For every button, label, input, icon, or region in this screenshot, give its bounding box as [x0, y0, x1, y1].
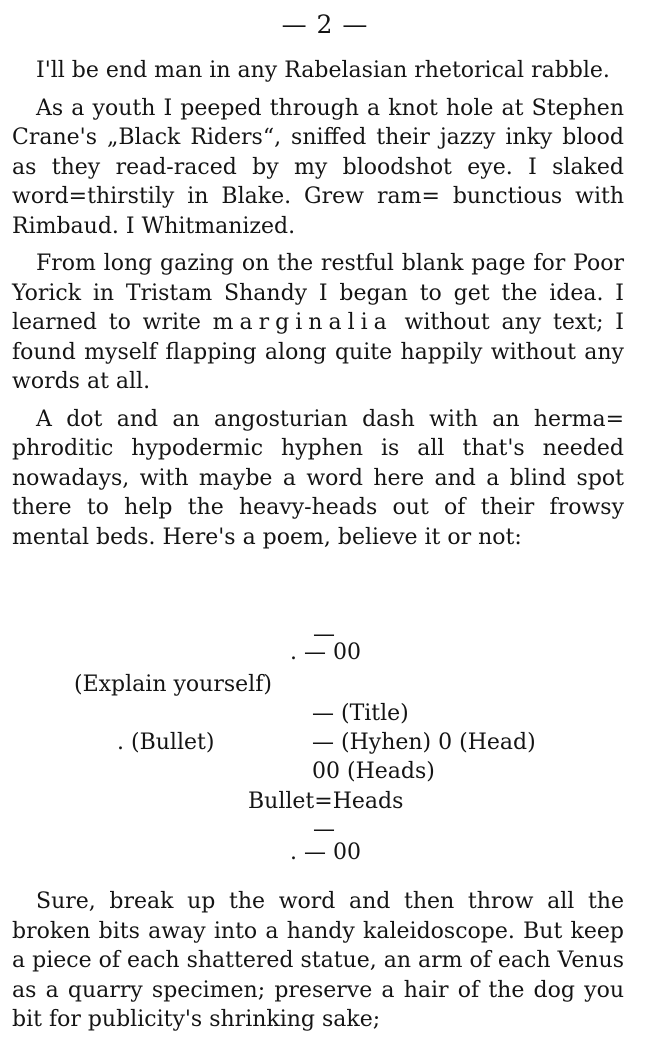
poem: [0, 620, 650, 880]
paragraph-dot-and-dash: A dot and an angosturian dash with an herma= phroditic hypodermic hyphen is all that's needed nowadays, with maybe a word here and a blind spot there to help the heavy-heads out of their frowsy mental beds. Here's a poem, believe it or not:: [12, 406, 624, 550]
paragraph-poor-yorick-start: From long gazing on the restful blank page for Poor Yorick in Tristam Shandy I began to get the idea. I learned to write: [12, 251, 624, 335]
poem-line-dot-dash-00-last: . — 00: [290, 840, 361, 865]
poem-line-heads: 00 (Heads): [312, 759, 435, 784]
poem-line-bullet-heads: Bullet=Heads: [248, 789, 404, 814]
paragraph-poor-yorick: [12, 249, 624, 397]
spaced-word-marginalia: marginalia: [212, 310, 393, 335]
poem-line-mid-dash: —: [313, 817, 335, 842]
body-text: [12, 56, 624, 560]
poem-line-dot-dash-00-first: . — 00: [290, 640, 361, 665]
closing-text: [12, 887, 624, 1035]
page-number: — 2 —: [281, 10, 369, 39]
poem-line-hyphen-head: — (Hyhen) 0 (Head): [312, 730, 536, 755]
paragraph-poor-yorick-end: without any text; I found myself flapping along quite happily without any words at all.: [12, 310, 624, 394]
poem-line-bullet: . (Bullet): [117, 730, 215, 755]
paragraph-youth: As a youth I peeped through a knot hole at Stephen Crane's „Black Riders“, sniffed their jazzy inky blood as they read-raced by my bloodshot eye. I slaked word=thirstily in Blake. Grew ram= bunctious with Rimbaud. I Whitmanized.: [12, 95, 624, 239]
poem-line-title: — (Title): [312, 701, 409, 726]
paragraph-end-man: I'll be end man in any Rabelasian rhetorical rabble.: [36, 58, 610, 83]
poem-line-top-dash: —: [313, 622, 335, 647]
poem-line-explain-yourself: (Explain yourself): [74, 672, 272, 697]
paragraph-sure-break-up: Sure, break up the word and then throw all the broken bits away into a handy kaleidoscope. But keep a piece of each shattered statue, an arm of each Venus as a quarry specimen; preserve a hair of the dog you bit for publicity's shrinking sake;: [12, 889, 625, 1032]
